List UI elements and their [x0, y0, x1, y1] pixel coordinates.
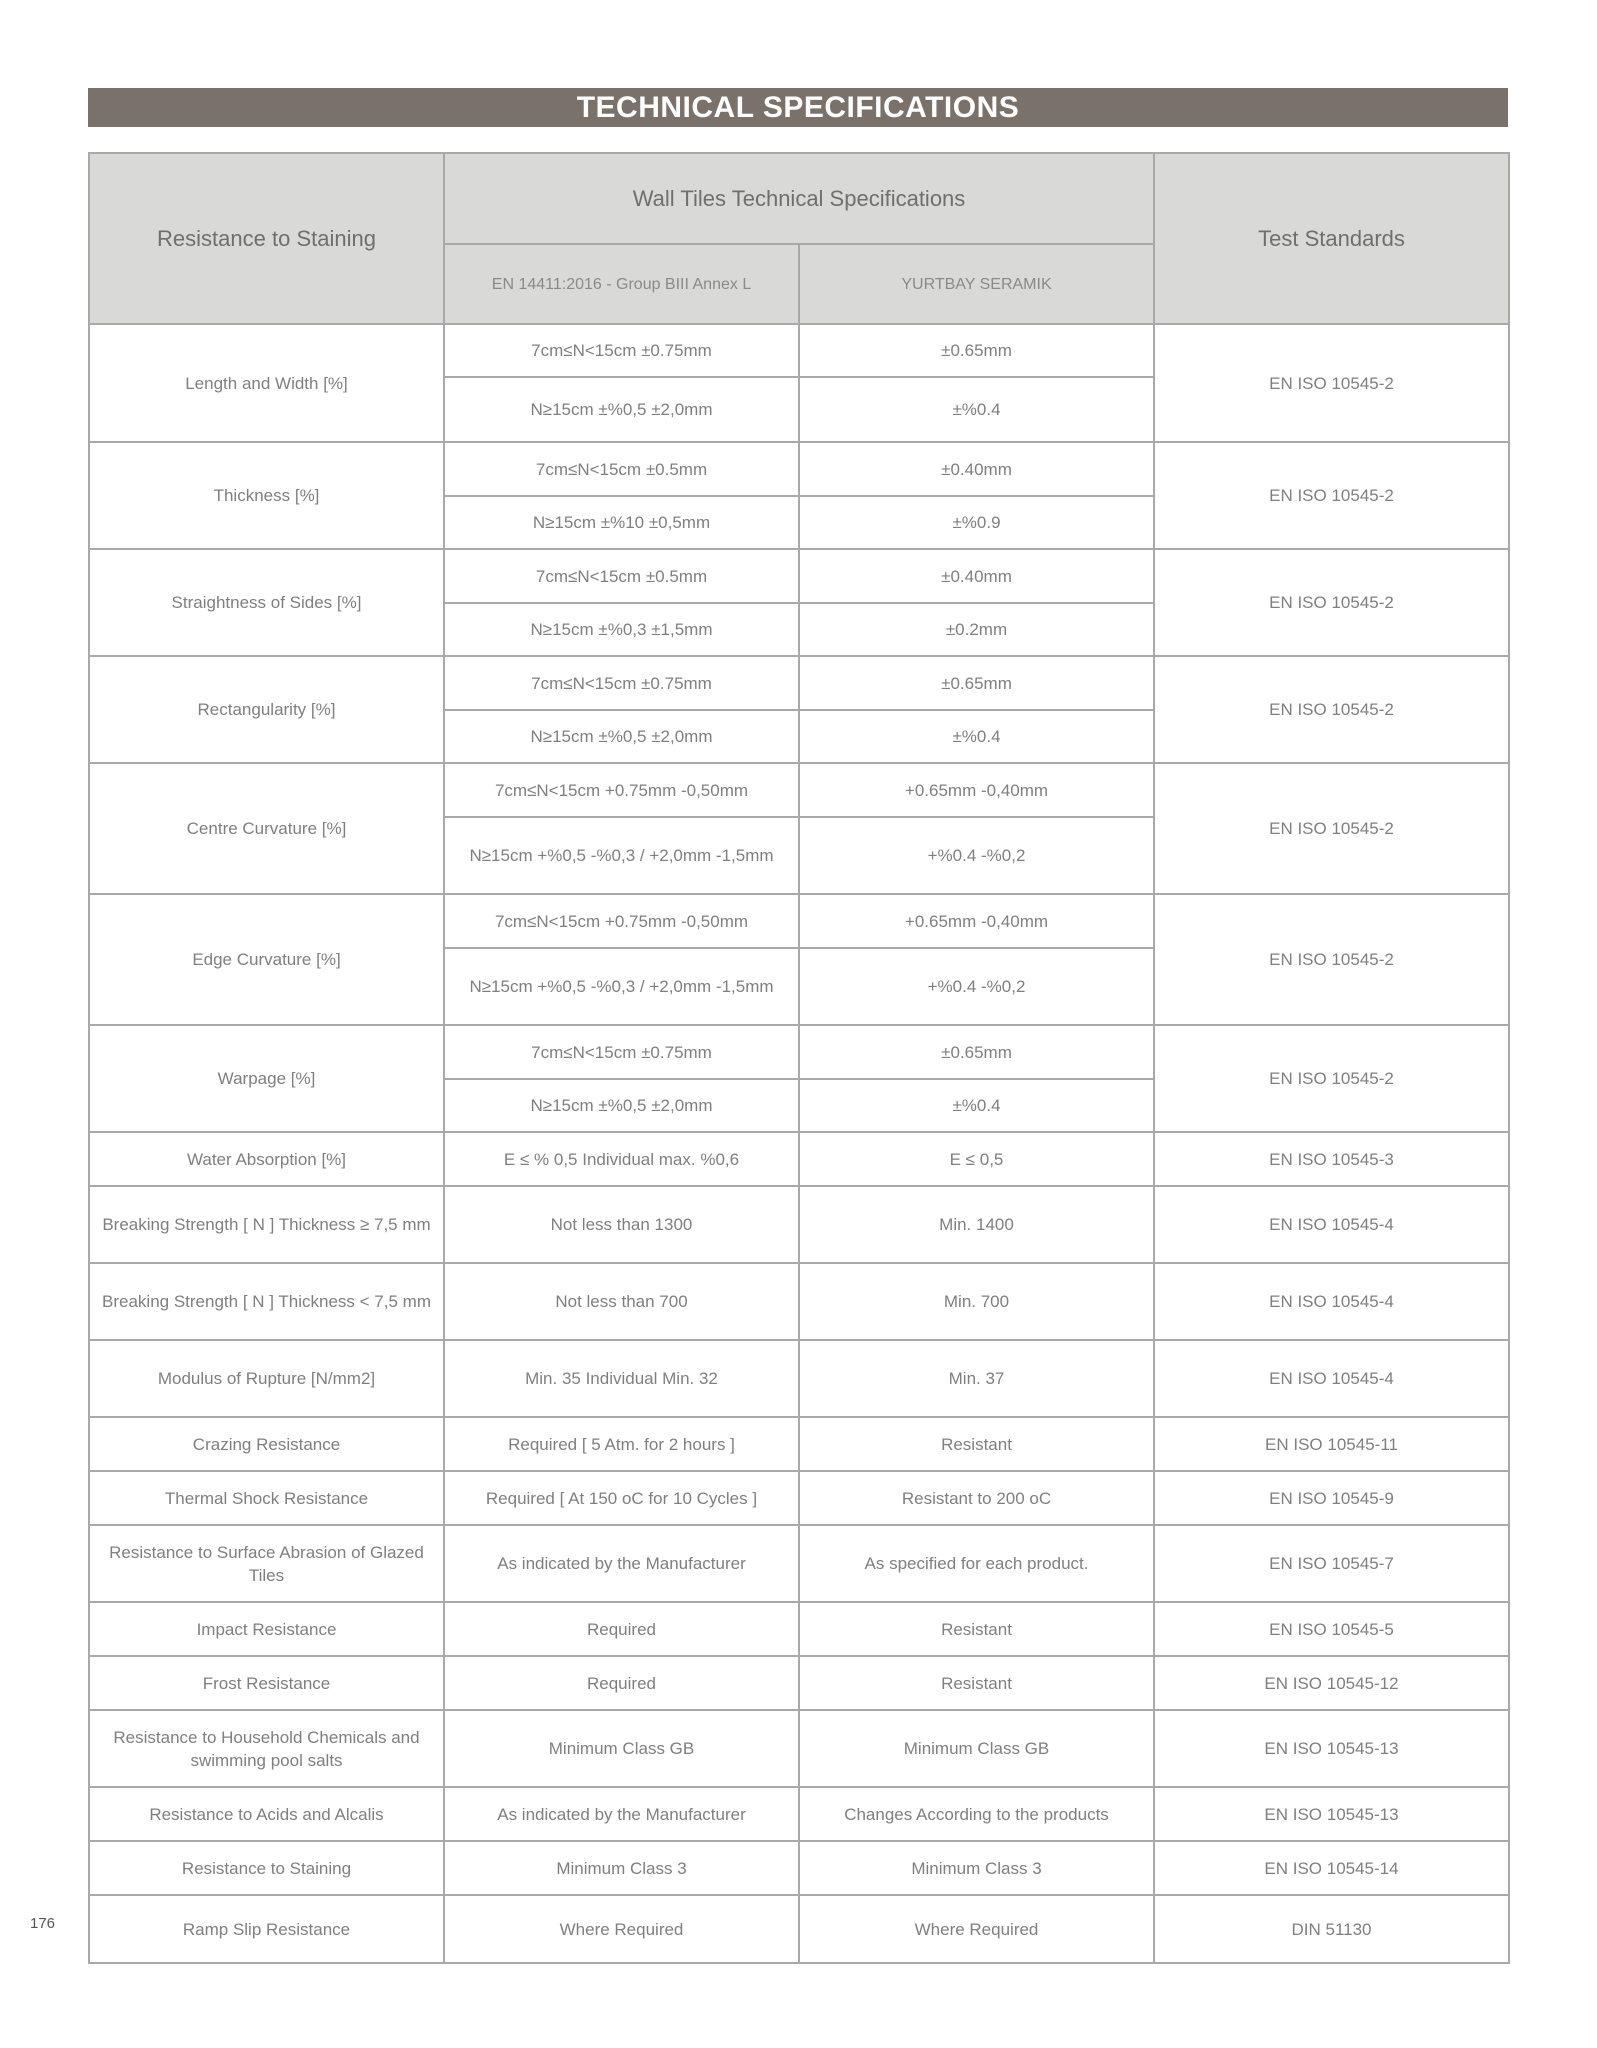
row-label: Length and Width [%]: [89, 324, 444, 442]
test-standard: EN ISO 10545-9: [1154, 1471, 1509, 1525]
spec-value: ±0.2mm: [799, 603, 1154, 656]
row-label: Warpage [%]: [89, 1025, 444, 1132]
spec-value: Required [ At 150 oC for 10 Cycles ]: [444, 1471, 799, 1525]
spec-value: Resistant: [799, 1417, 1154, 1471]
spec-value: ±%0.4: [799, 1079, 1154, 1132]
spec-value: N≥15cm ±%0,5 ±2,0mm: [444, 1079, 799, 1132]
row-label: Edge Curvature [%]: [89, 894, 444, 1025]
spec-value: 7cm≤N<15cm ±0.75mm: [444, 656, 799, 710]
spec-value: ±0.65mm: [799, 324, 1154, 377]
spec-value: E ≤ 0,5: [799, 1132, 1154, 1186]
spec-value: As specified for each product.: [799, 1525, 1154, 1602]
spec-value: N≥15cm ±%0,3 ±1,5mm: [444, 603, 799, 656]
header-group: Wall Tiles Technical Specifications: [444, 153, 1154, 244]
header-col-yurtbay: YURTBAY SERAMIK: [799, 244, 1154, 324]
spec-value: Where Required: [799, 1895, 1154, 1963]
spec-value: N≥15cm ±%0,5 ±2,0mm: [444, 377, 799, 442]
spec-value: N≥15cm ±%0,5 ±2,0mm: [444, 710, 799, 763]
test-standard: EN ISO 10545-2: [1154, 442, 1509, 549]
spec-value: Required: [444, 1656, 799, 1710]
spec-value: 7cm≤N<15cm ±0.75mm: [444, 324, 799, 377]
row-label: Breaking Strength [ N ] Thickness ≥ 7,5 mm: [89, 1186, 444, 1263]
spec-value: Not less than 700: [444, 1263, 799, 1340]
row-label: Resistance to Staining: [89, 1841, 444, 1895]
spec-value: N≥15cm +%0,5 -%0,3 / +2,0mm -1,5mm: [444, 817, 799, 894]
row-label: Resistance to Acids and Alcalis: [89, 1787, 444, 1841]
row-label: Ramp Slip Resistance: [89, 1895, 444, 1963]
spec-value: Minimum Class 3: [444, 1841, 799, 1895]
spec-value: N≥15cm ±%10 ±0,5mm: [444, 496, 799, 549]
spec-value: Where Required: [444, 1895, 799, 1963]
row-label: Straightness of Sides [%]: [89, 549, 444, 656]
spec-value: As indicated by the Manufacturer: [444, 1525, 799, 1602]
test-standard: EN ISO 10545-7: [1154, 1525, 1509, 1602]
spec-value: E ≤ % 0,5 Individual max. %0,6: [444, 1132, 799, 1186]
spec-value: Required [ 5 Atm. for 2 hours ]: [444, 1417, 799, 1471]
spec-value: Min. 700: [799, 1263, 1154, 1340]
spec-table: [88, 152, 1510, 1964]
spec-value: ±0.40mm: [799, 549, 1154, 603]
test-standard: EN ISO 10545-4: [1154, 1186, 1509, 1263]
row-label: Resistance to Surface Abrasion of Glazed Tiles: [89, 1525, 444, 1602]
spec-value: ±0.65mm: [799, 656, 1154, 710]
test-standard: EN ISO 10545-13: [1154, 1787, 1509, 1841]
spec-value: 7cm≤N<15cm ±0.5mm: [444, 442, 799, 496]
page-number: 176: [30, 1915, 56, 1932]
spec-value: N≥15cm +%0,5 -%0,3 / +2,0mm -1,5mm: [444, 948, 799, 1025]
header-property: Resistance to Staining: [89, 153, 444, 324]
page-title: TECHNICAL SPECIFICATIONS: [88, 88, 1508, 127]
spec-value: As indicated by the Manufacturer: [444, 1787, 799, 1841]
spec-value: +0.65mm -0,40mm: [799, 763, 1154, 817]
spec-value: ±0.65mm: [799, 1025, 1154, 1079]
spec-value: 7cm≤N<15cm ±0.5mm: [444, 549, 799, 603]
spec-value: Minimum Class 3: [799, 1841, 1154, 1895]
test-standard: DIN 51130: [1154, 1895, 1509, 1963]
test-standard: EN ISO 10545-11: [1154, 1417, 1509, 1471]
row-label: Centre Curvature [%]: [89, 763, 444, 894]
spec-value: Min. 35 Individual Min. 32: [444, 1340, 799, 1417]
row-label: Impact Resistance: [89, 1602, 444, 1656]
test-standard: EN ISO 10545-2: [1154, 894, 1509, 1025]
spec-value: ±%0.4: [799, 377, 1154, 442]
spec-value: Resistant: [799, 1602, 1154, 1656]
spec-value: Min. 1400: [799, 1186, 1154, 1263]
test-standard: EN ISO 10545-14: [1154, 1841, 1509, 1895]
header-standard: Test Standards: [1154, 153, 1509, 324]
row-label: Water Absorption [%]: [89, 1132, 444, 1186]
spec-value: 7cm≤N<15cm ±0.75mm: [444, 1025, 799, 1079]
row-label: Frost Resistance: [89, 1656, 444, 1710]
spec-value: ±0.40mm: [799, 442, 1154, 496]
spec-value: 7cm≤N<15cm +0.75mm -0,50mm: [444, 763, 799, 817]
spec-value: Required: [444, 1602, 799, 1656]
test-standard: EN ISO 10545-4: [1154, 1263, 1509, 1340]
test-standard: EN ISO 10545-13: [1154, 1710, 1509, 1787]
spec-value: Minimum Class GB: [444, 1710, 799, 1787]
spec-value: Changes According to the products: [799, 1787, 1154, 1841]
test-standard: EN ISO 10545-12: [1154, 1656, 1509, 1710]
test-standard: EN ISO 10545-2: [1154, 549, 1509, 656]
test-standard: EN ISO 10545-2: [1154, 324, 1509, 442]
spec-value: Not less than 1300: [444, 1186, 799, 1263]
spec-value: +%0.4 -%0,2: [799, 948, 1154, 1025]
row-label: Thickness [%]: [89, 442, 444, 549]
spec-value: ±%0.9: [799, 496, 1154, 549]
test-standard: EN ISO 10545-2: [1154, 656, 1509, 763]
spec-value: Resistant to 200 oC: [799, 1471, 1154, 1525]
spec-value: Min. 37: [799, 1340, 1154, 1417]
test-standard: EN ISO 10545-2: [1154, 1025, 1509, 1132]
test-standard: EN ISO 10545-4: [1154, 1340, 1509, 1417]
test-standard: EN ISO 10545-5: [1154, 1602, 1509, 1656]
row-label: Rectangularity [%]: [89, 656, 444, 763]
row-label: Resistance to Household Chemicals and swimming pool salts: [89, 1710, 444, 1787]
spec-value: Resistant: [799, 1656, 1154, 1710]
spec-value: 7cm≤N<15cm +0.75mm -0,50mm: [444, 894, 799, 948]
spec-value: +%0.4 -%0,2: [799, 817, 1154, 894]
row-label: Modulus of Rupture [N/mm2]: [89, 1340, 444, 1417]
spec-value: Minimum Class GB: [799, 1710, 1154, 1787]
header-col-en14411: EN 14411:2016 - Group BIII Annex L: [444, 244, 799, 324]
row-label: Breaking Strength [ N ] Thickness < 7,5 mm: [89, 1263, 444, 1340]
spec-value: +0.65mm -0,40mm: [799, 894, 1154, 948]
row-label: Crazing Resistance: [89, 1417, 444, 1471]
test-standard: EN ISO 10545-3: [1154, 1132, 1509, 1186]
spec-value: ±%0.4: [799, 710, 1154, 763]
test-standard: EN ISO 10545-2: [1154, 763, 1509, 894]
row-label: Thermal Shock Resistance: [89, 1471, 444, 1525]
